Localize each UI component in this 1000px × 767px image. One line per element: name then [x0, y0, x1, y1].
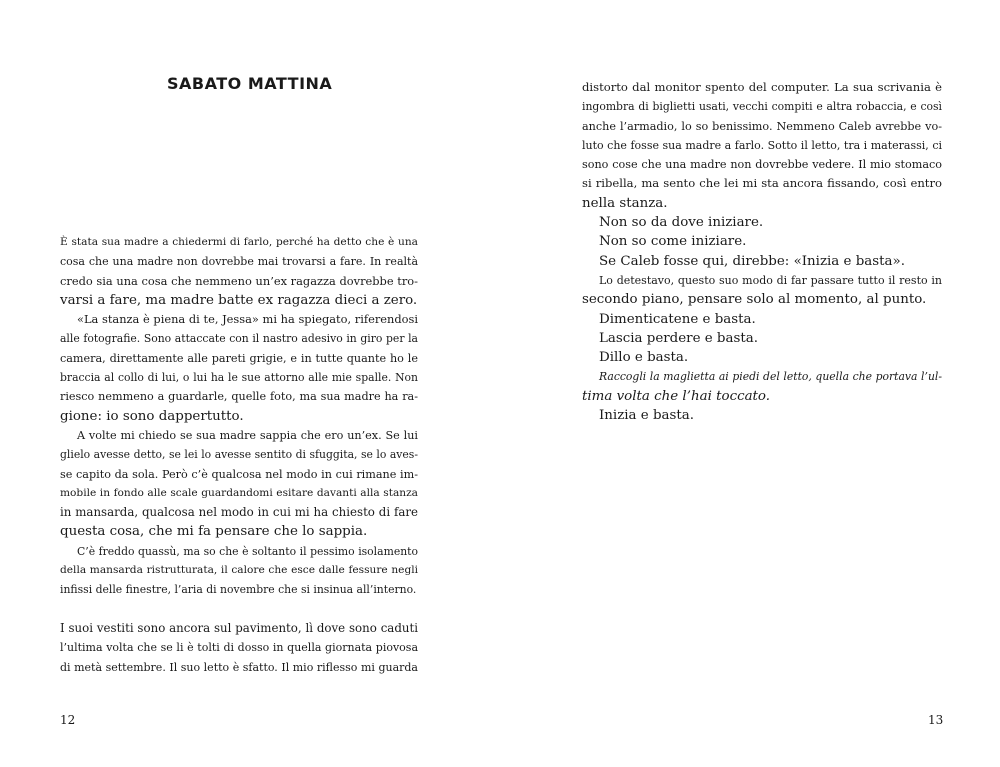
text-line: tima volta che l’hai toccato. [582, 388, 771, 404]
text-line: distorto dal monitor spento del computer. La sua scrivania è [582, 80, 942, 94]
text-line: Raccogli la maglietta ai piedi del letto, quella che portava l’ul- [599, 370, 942, 384]
text-line: glielo avesse detto, se lei lo avesse sentito di sfuggita, se lo aves- [60, 448, 418, 462]
text-line: secondo piano, pensare solo al momento, al punto. [582, 292, 927, 308]
text-line: si ribella, ma sento che lei mi sta ancora fissando, così entro [582, 176, 942, 191]
text-line: Lo detestavo, questo suo modo di far passare tutto il resto in [599, 273, 942, 287]
text-line: luto che fosse sua madre a farlo. Sotto il letto, tra i materassi, ci [582, 138, 942, 152]
text-line: anche l’armadio, lo so benissimo. Nemmeno Caleb avrebbe vo- [582, 119, 942, 133]
page-number: 13 [928, 713, 944, 727]
text-line: di metà settembre. Il suo letto è sfatto. Il mio riflesso mi guarda [60, 660, 418, 674]
chapter-title: SABATO MATTINA [167, 74, 333, 93]
text-line: È stata sua madre a chiedermi di farlo, perché ha detto che è una [60, 236, 418, 248]
right-page-text [582, 78, 942, 425]
text-line: camera, direttamente alle pareti grigie, e in tutte quante ho le [60, 351, 418, 365]
text-line: infissi delle finestre, l’aria di novembre che si insinua all’interno. [60, 583, 417, 597]
text-line: Dillo e basta. [599, 350, 689, 366]
text-line: Se Caleb fosse qui, direbbe: «Inizia e basta». [599, 253, 905, 269]
text-line: nella stanza. [582, 195, 668, 211]
text-line: ingombra di biglietti usati, vecchi compiti e altra robaccia, e così [582, 100, 942, 114]
text-line: l’ultima volta che se li è tolti di dosso in quella giornata piovosa [60, 641, 418, 655]
text-line: I suoi vestiti sono ancora sul pavimento, lì dove sono caduti [60, 620, 418, 635]
text-line: varsi a fare, ma madre batte ex ragazza dieci a zero. [60, 292, 418, 308]
text-line: riesco nemmeno a guardarle, quelle foto, ma sua madre ha ra- [60, 390, 418, 404]
text-line: Lascia perdere e basta. [599, 330, 758, 346]
section-break [60, 600, 418, 619]
text-line: mobile in fondo alle scale guardandomi esitare davanti alla stanza [60, 486, 418, 499]
text-line: se capito da sola. Però c’è qualcosa nel modo in cui rimane im- [60, 467, 418, 481]
text-line: «La stanza è piena di te, Jessa» mi ha spiegato, riferendosi [77, 312, 418, 327]
text-line: in mansarda, qualcosa nel modo in cui mi ha chiesto di fare [60, 505, 418, 520]
text-line: A volte mi chiedo se sua madre sappia che ero un’ex. Se lui [77, 428, 418, 442]
text-line: questa cosa, che mi fa pensare che lo sappia. [60, 524, 368, 540]
text-line: Non so da dove iniziare. [599, 215, 764, 231]
text-line: Non so come iniziare. [599, 234, 747, 250]
text-line: della mansarda ristrutturata, il calore che esce dalle fessure negli [60, 564, 418, 577]
page-number: 12 [60, 713, 76, 727]
text-line: cosa che una madre non dovrebbe mai trovarsi a fare. In realtà [60, 255, 418, 269]
right-page [500, 0, 1000, 767]
left-page-text [60, 233, 418, 677]
text-line: Dimenticatene e basta. [599, 311, 756, 327]
text-line: sono cose che una madre non dovrebbe vedere. Il mio stomaco [582, 158, 942, 172]
text-line: credo sia una cosa che nemmeno un’ex ragazza dovrebbe tro- [60, 273, 418, 288]
text-line: alle fotografie. Sono attaccate con il nastro adesivo in giro per la [60, 332, 418, 346]
text-line: Inizia e basta. [599, 408, 695, 424]
text-line: braccia al collo di lui, o lui ha le sue attorno alle mie spalle. Non [60, 371, 418, 385]
text-line: gione: io sono dappertutto. [60, 408, 244, 424]
text-line: C’è freddo quassù, ma so che è soltanto il pessimo isolamento [77, 544, 418, 558]
